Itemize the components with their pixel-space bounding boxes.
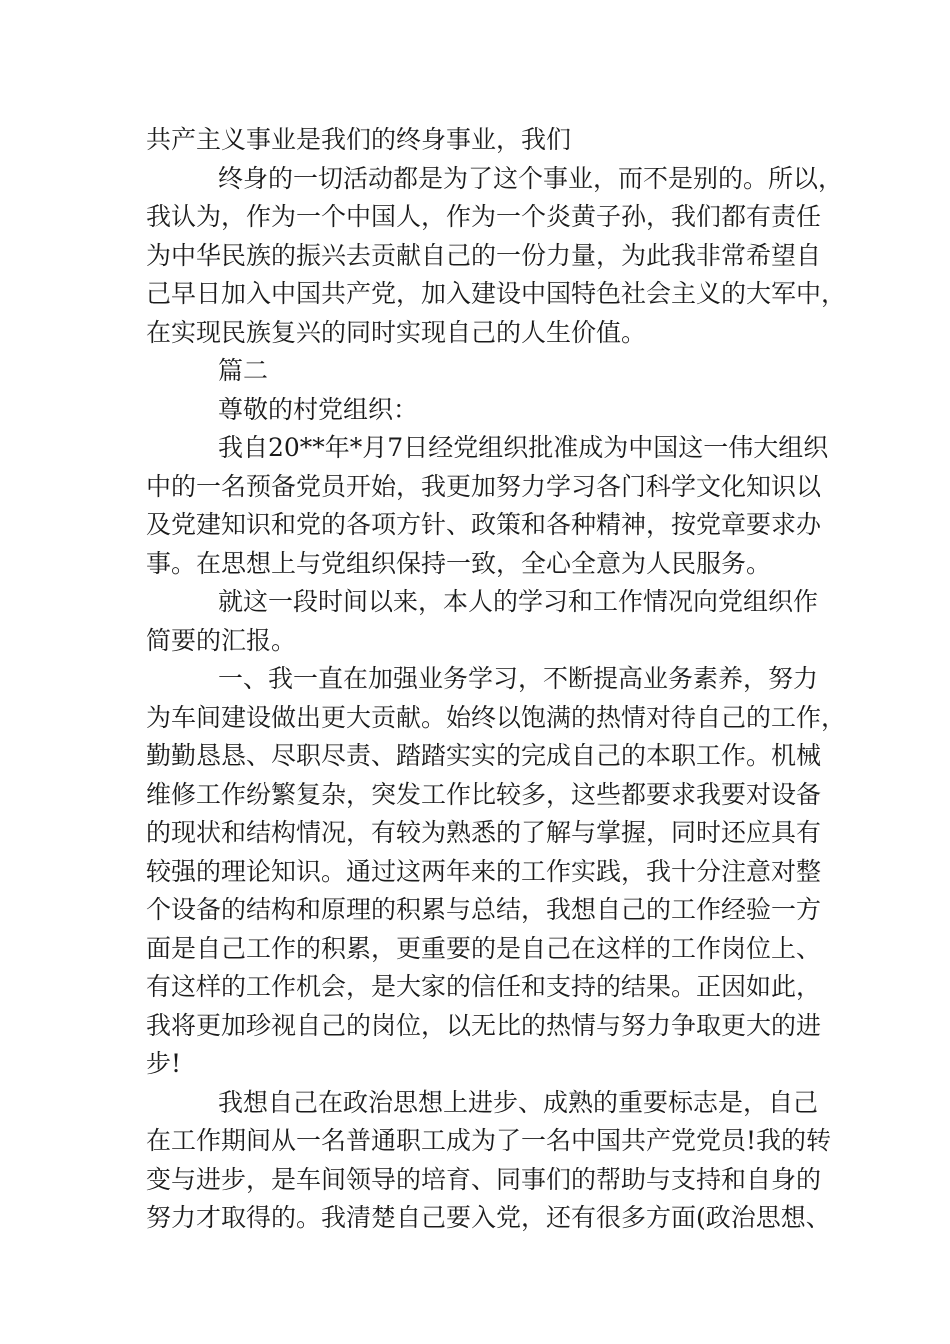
text-line: 较强的理论知识。通过这两年来的工作实践，我十分注意对整 [146,856,822,886]
text-line: 己早日加入中国共产党，加入建设中国特色社会主义的大军中， [146,279,847,308]
text-line: 我认为，作为一个中国人，作为一个炎黄子孙，我们都有责任 [146,202,822,231]
text-line: 我将更加珍视自己的岗位，以无比的热情与努力争取更大的进 [146,1010,822,1040]
text-line: 事。在思想上与党组织保持一致，全心全意为人民服务。 [146,548,772,578]
text-line: 我自20**年*月7日经党组织批准成为中国这一伟大组织 [218,433,829,462]
text-line: 努力才取得的。我清楚自己要入党，还有很多方面(政治思想、 [146,1203,831,1232]
text-line: 中的一名预备党员开始，我更加努力学习各门科学文化知识以 [146,471,822,501]
text-line: 面是自己工作的积累，更重要的是自己在这样的工作岗位上、 [146,933,822,963]
text-line: 个设备的结构和原理的积累与总结，我想自己的工作经验一方 [146,895,822,924]
text-line: 为车间建设做出更大贡献。始终以饱满的热情对待自己的工作， [146,702,847,732]
text-line: 共产主义事业是我们的终身事业，我们 [146,125,572,154]
text-line: 有这样的工作机会，是大家的信任和支持的结果。正因如此， [146,972,822,1001]
text-line: 就这一段时间以来，本人的学习和工作情况向党组织作 [218,587,819,616]
text-line: 步! [146,1049,182,1078]
text-line: 及党建知识和党的各项方针、政策和各种精神，按党章要求办 [146,510,822,539]
text-line: 在实现民族复兴的同时实现自己的人生价值。 [146,317,647,347]
text-line: 一、我一直在加强业务学习，不断提高业务素养，努力 [218,664,819,693]
salutation: 尊敬的村党组织： [218,394,419,424]
text-line: 维修工作纷繁复杂，突发工作比较多，这些都要求我要对设备 [146,779,822,809]
text-line: 简要的汇报。 [146,625,297,655]
text-line: 为中华民族的振兴去贡献自己的一份力量，为此我非常希望自 [146,240,822,270]
text-line: 在工作期间从一名普通职工成为了一名中国共产党党员!我的转 [146,1126,832,1155]
text-line: 的现状和结构情况，有较为熟悉的了解与掌握，同时还应具有 [146,818,822,847]
text-line: 终身的一切活动都是为了这个事业，而不是别的。所以， [218,163,844,193]
section-heading: 篇二 [218,356,269,385]
text-line: 变与进步，是车间领导的培育、同事们的帮助与支持和自身的 [146,1164,822,1194]
document-body [146,121,847,1238]
text-line: 勤勤恳恳、尽职尽责、踏踏实实的完成自己的本职工作。机械 [146,741,822,770]
text-line: 我想自己在政治思想上进步、成熟的重要标志是，自己 [218,1087,819,1117]
